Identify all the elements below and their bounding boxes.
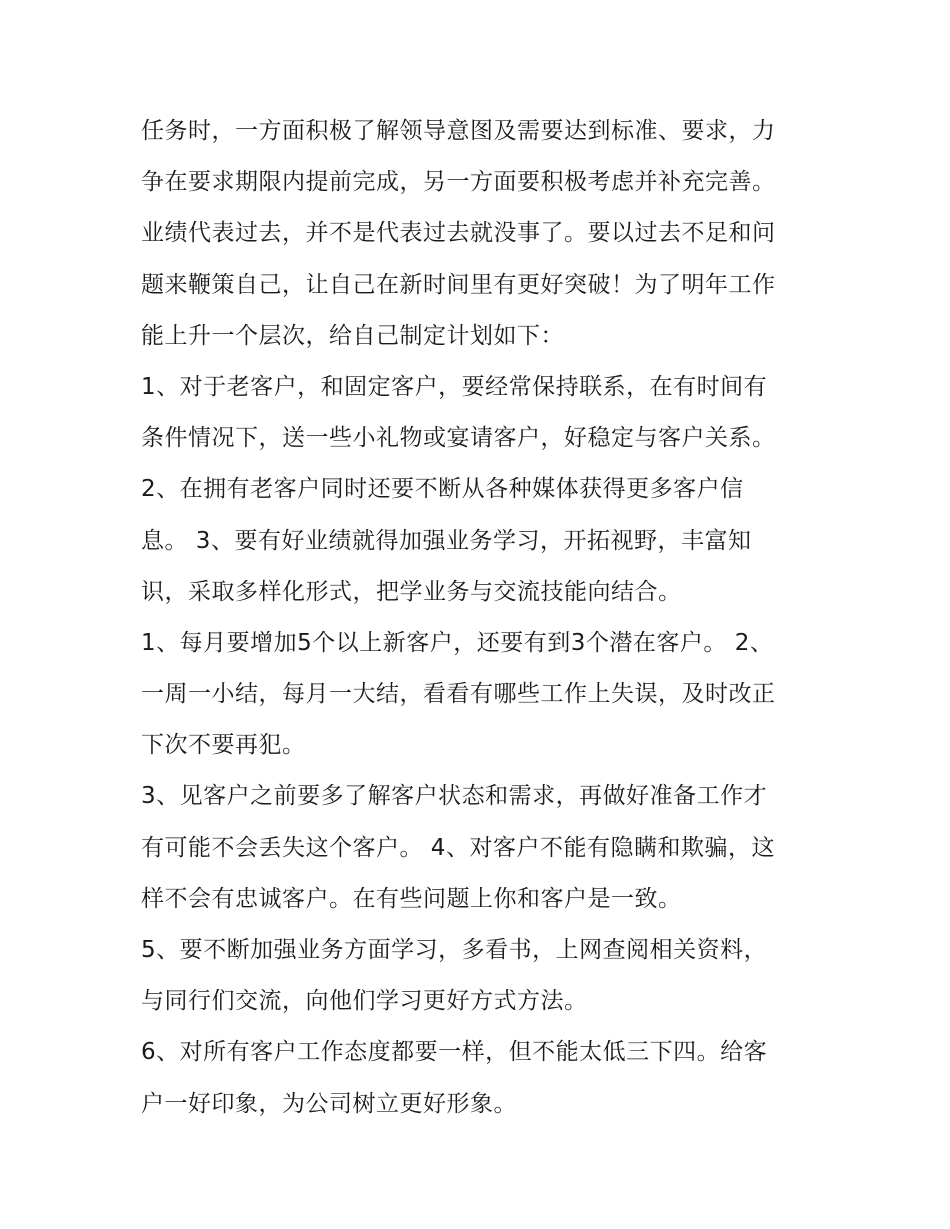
text-line: 3、见客户之前要多了解客户状态和需求，再做好准备工作才 (141, 783, 768, 810)
text-line: 题来鞭策自己，让自己在新时间里有更好突破！为了明年工作 (141, 271, 776, 298)
text-line: 能上升一个层次，给自己制定计划如下： (141, 322, 564, 349)
text-line: 业绩代表过去，并不是代表过去就没事了。要以过去不足和问 (141, 220, 776, 247)
text-line: 下次不要再犯。 (141, 732, 306, 759)
text-line: 样不会有忠诚客户。在有些问题上你和客户是一致。 (141, 885, 682, 912)
text-line: 一周一小结，每月一大结，看看有哪些工作上失误，及时改正 (141, 681, 776, 708)
text-line: 息。 3、要有好业绩就得加强业务学习，开拓视野，丰富知 (141, 527, 752, 554)
text-line: 1、对于老客户，和固定客户，要经常保持联系，在有时间有 (141, 373, 768, 400)
text-line: 5、要不断加强业务方面学习，多看书，上网查阅相关资料， (141, 937, 768, 963)
text-line: 与同行们交流，向他们学习更好方式方法。 (141, 988, 588, 1015)
text-line: 2、在拥有老客户同时还要不断从各种媒体获得更多客户信 (141, 476, 744, 503)
text-line: 争在要求期限内提前完成，另一方面要积极考虑并补充完善。 (141, 169, 776, 196)
text-line: 识，采取多样化形式，把学业务与交流技能向结合。 (141, 578, 682, 605)
text-line: 任务时，一方面积极了解领导意图及需要达到标准、要求，力 (141, 118, 776, 144)
document-body (141, 106, 831, 1130)
text-line: 条件情况下，送一些小礼物或宴请客户，好稳定与客户关系。 (141, 425, 776, 452)
text-line: 1、每月要增加5个以上新客户，还要有到3个潜在客户。 2、 (141, 629, 774, 656)
text-line: 户一好印象，为公司树立更好形象。 (141, 1090, 517, 1117)
text-line: 有可能不会丢失这个客户。 4、对客户不能有隐瞒和欺骗，这 (141, 834, 775, 861)
text-line: 6、对所有客户工作态度都要一样，但不能太低三下四。给客 (141, 1039, 768, 1066)
